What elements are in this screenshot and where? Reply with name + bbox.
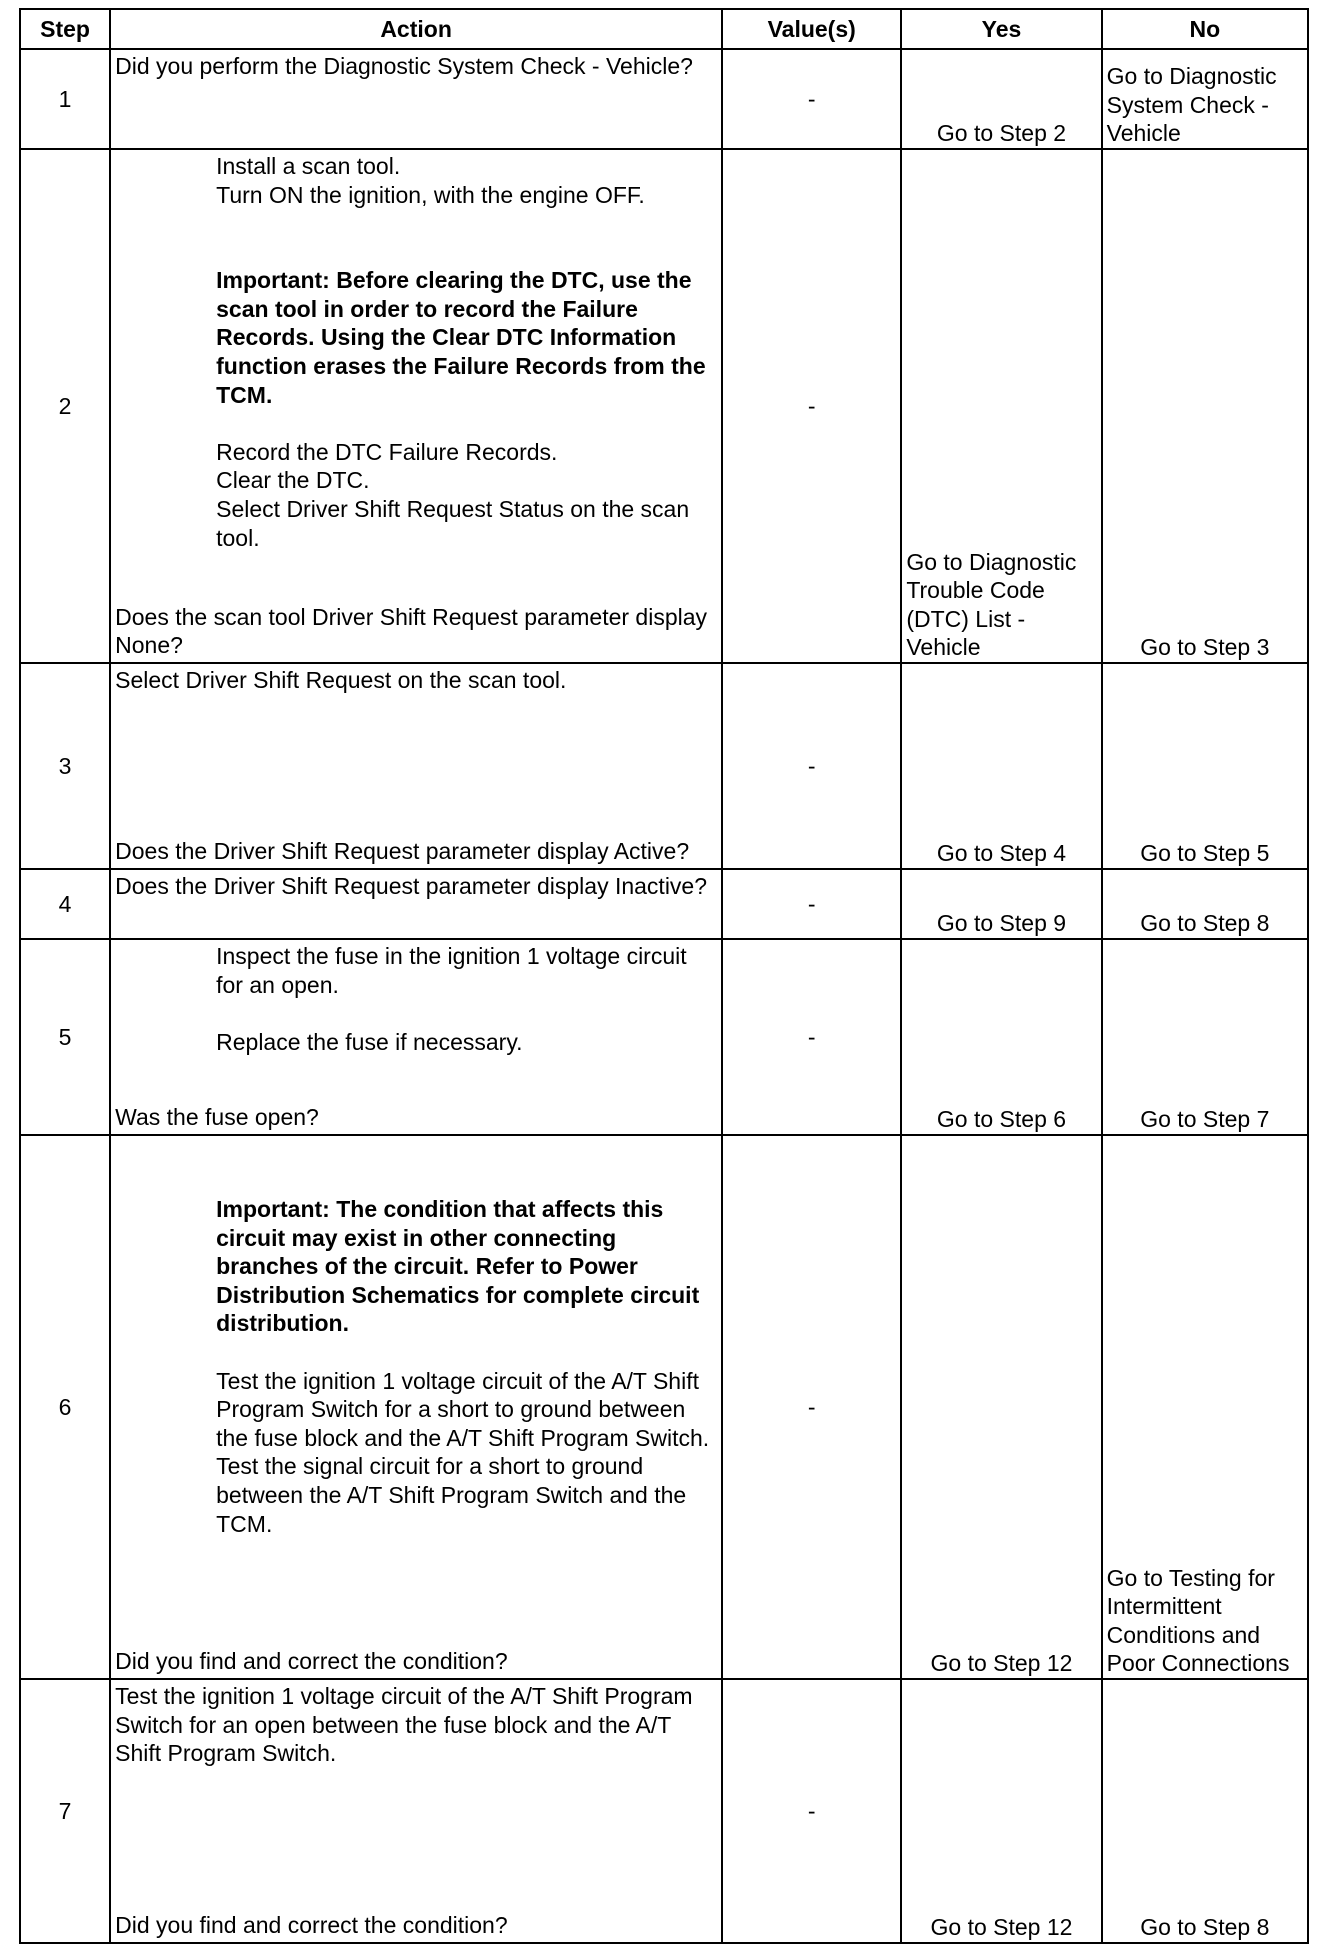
value-cell: - (722, 869, 901, 939)
yes-link[interactable]: Go to Step 9 (936, 910, 1067, 937)
action-question: Did you find and correct the condition? (115, 1912, 508, 1939)
action-cell (110, 49, 722, 149)
action-question: Does the Driver Shift Request parameter display Active? (115, 838, 690, 865)
step-number: 2 (20, 149, 110, 663)
table-row (20, 49, 1308, 149)
action-cell (110, 869, 722, 939)
value-cell: - (722, 49, 901, 149)
step-number: 7 (20, 1679, 110, 1943)
header-action: Action (110, 9, 722, 49)
no-link[interactable]: Go to Step 3 (1140, 634, 1270, 661)
action-question: Did you find and correct the condition? (115, 1648, 508, 1675)
yes-link[interactable]: Go to Step 6 (936, 1106, 1067, 1133)
yes-cell (901, 939, 1101, 1135)
yes-cell (901, 149, 1101, 663)
action-line: Replace the fuse if necessary. (216, 1028, 523, 1055)
table-row (20, 869, 1308, 939)
important-note: Important: Before clearing the DTC, use the scan tool in order to record the Failure Records. Using the Clear DTC Information function erases the Failure Records from the TCM. (216, 267, 706, 408)
value-cell: - (722, 663, 901, 869)
action-question: Does the Driver Shift Request parameter display Inactive? (115, 873, 708, 899)
table-row (20, 149, 1308, 663)
value-cell: - (722, 1135, 901, 1679)
step-number: 5 (20, 939, 110, 1135)
no-cell (1102, 663, 1308, 869)
action-cell (110, 1679, 722, 1943)
yes-cell (901, 1135, 1101, 1679)
value-cell: - (722, 939, 901, 1135)
header-no: No (1102, 9, 1308, 49)
no-cell (1102, 149, 1308, 663)
yes-link[interactable]: Go to Step 12 (930, 1914, 1073, 1941)
action-line: Install a scan tool. (216, 153, 401, 179)
action-cell (110, 1135, 722, 1679)
yes-cell (901, 1679, 1101, 1943)
action-line: Test the signal circuit for a short to ground between the A/T Shift Program Switch and the TCM. (216, 1453, 687, 1537)
yes-link[interactable]: Go to Step 2 (936, 120, 1067, 147)
no-cell (1102, 939, 1308, 1135)
action-line: Select Driver Shift Request on the scan tool. (115, 667, 567, 693)
yes-cell (901, 663, 1101, 869)
no-link[interactable]: Go to Diagnostic System Check - Vehicle (1106, 63, 1277, 147)
header-values: Value(s) (722, 9, 901, 49)
action-line: Test the ignition 1 voltage circuit of the A/T Shift Program Switch for a short to ground between the fuse block and the A/T Shift Program Switch. (216, 1367, 710, 1451)
header-row (20, 9, 1308, 49)
no-link[interactable]: Go to Step 7 (1140, 1106, 1270, 1133)
header-yes: Yes (901, 9, 1101, 49)
no-cell (1102, 1679, 1308, 1943)
no-cell (1102, 49, 1308, 149)
action-question: Did you perform the Diagnostic System Check - Vehicle? (115, 53, 693, 79)
yes-cell (901, 49, 1101, 149)
table-row (20, 1135, 1308, 1679)
action-question: Does the scan tool Driver Shift Request parameter display None? (115, 603, 708, 659)
action-line: Record the DTC Failure Records. (216, 438, 558, 465)
no-link[interactable]: Go to Step 8 (1140, 1914, 1270, 1941)
header-step: Step (20, 9, 110, 49)
diagnostic-table (19, 8, 1309, 1944)
important-note: Important: The condition that affects this circuit may exist in other connecting branches of the circuit. Refer to Power Distribution Schematics for complete circuit distribution. (216, 1196, 700, 1337)
action-line: Turn ON the ignition, with the engine OFF. (216, 181, 645, 208)
action-line: Test the ignition 1 voltage circuit of the A/T Shift Program Switch for an open between the fuse block and the A/T Shift Program Switch. (115, 1683, 693, 1767)
step-number: 6 (20, 1135, 110, 1679)
no-cell (1102, 1135, 1308, 1679)
yes-cell (901, 869, 1101, 939)
step-number: 4 (20, 869, 110, 939)
step-number: 3 (20, 663, 110, 869)
step-number: 1 (20, 49, 110, 149)
action-line: Select Driver Shift Request Status on the scan tool. (216, 495, 690, 551)
value-cell: - (722, 1679, 901, 1943)
value-cell: - (722, 149, 901, 663)
table-row (20, 939, 1308, 1135)
action-cell (110, 149, 722, 663)
action-cell (110, 663, 722, 869)
table-row (20, 663, 1308, 869)
no-link[interactable]: Go to Testing for Intermittent Conditions and Poor Connections (1106, 1564, 1290, 1677)
yes-link[interactable]: Go to Step 12 (930, 1650, 1073, 1677)
action-cell (110, 939, 722, 1135)
action-question: Was the fuse open? (115, 1104, 319, 1131)
action-line: Clear the DTC. (216, 467, 370, 494)
yes-link[interactable]: Go to Diagnostic Trouble Code (DTC) List - Vehicle (906, 548, 1077, 661)
no-link[interactable]: Go to Step 8 (1140, 910, 1270, 937)
action-line: Inspect the fuse in the ignition 1 voltage circuit for an open. (216, 943, 687, 998)
yes-link[interactable]: Go to Step 4 (936, 840, 1067, 867)
table-row (20, 1679, 1308, 1943)
no-cell (1102, 869, 1308, 939)
no-link[interactable]: Go to Step 5 (1140, 840, 1270, 867)
